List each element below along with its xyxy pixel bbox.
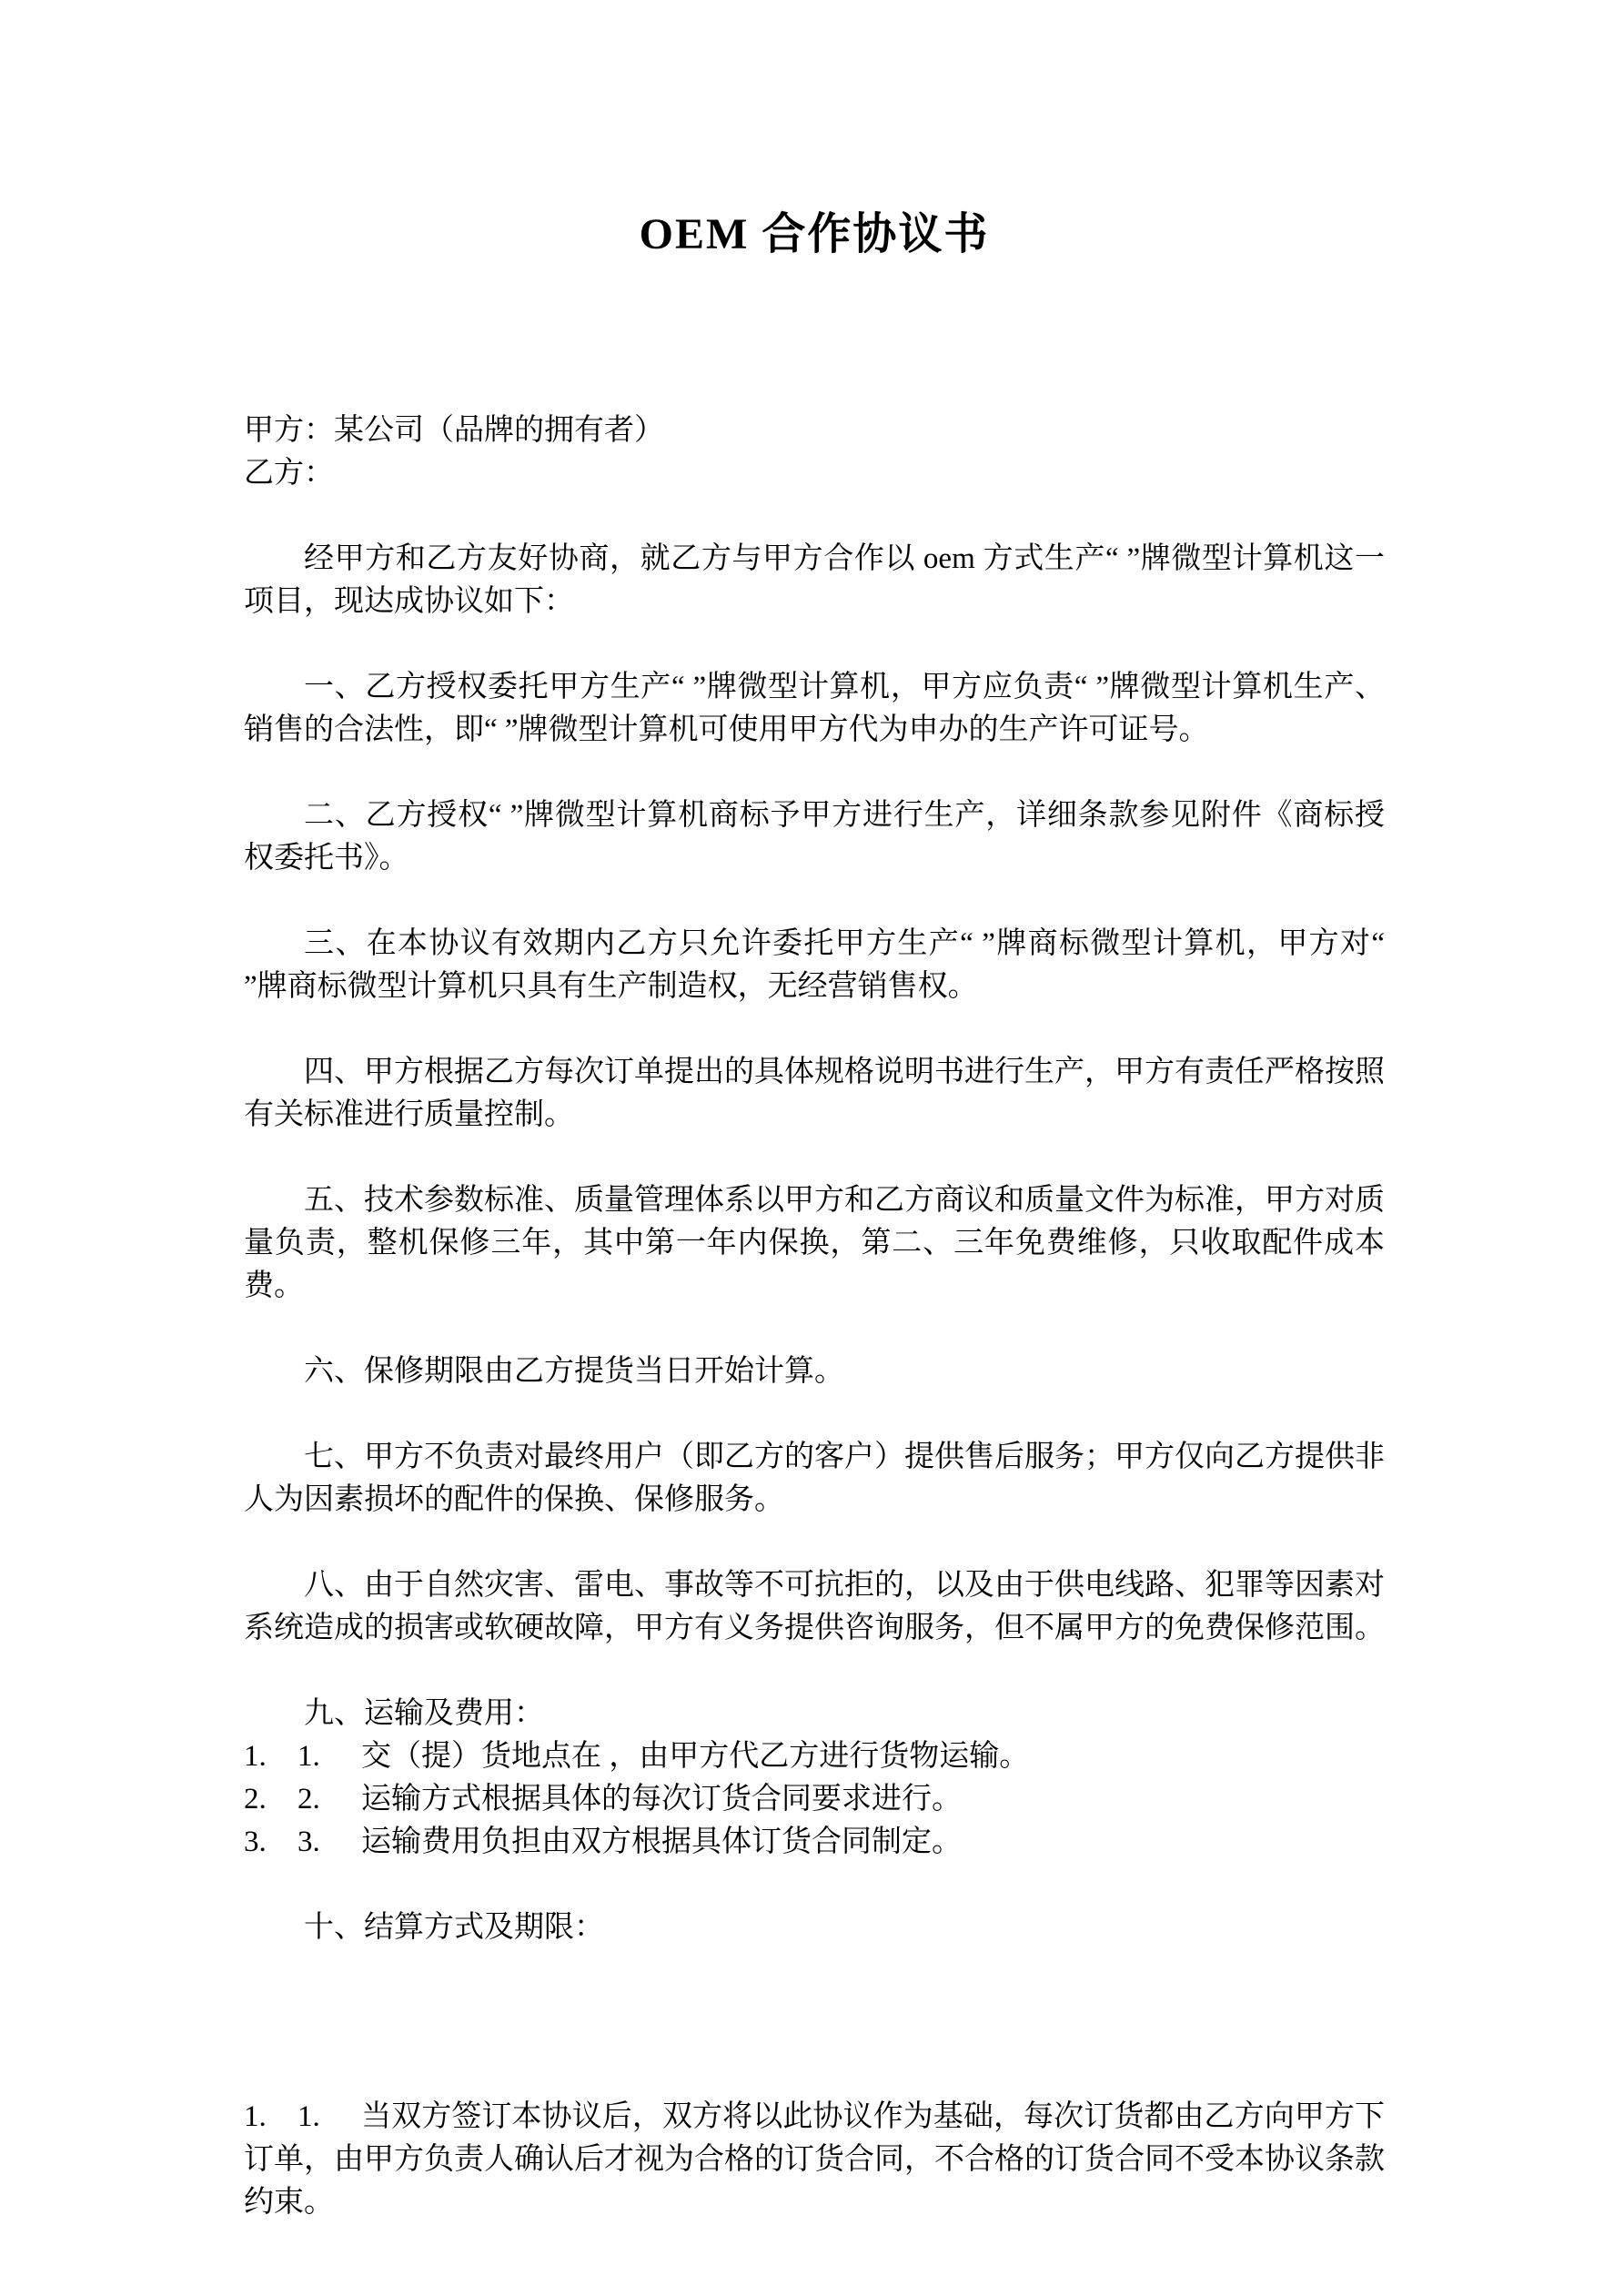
transport-list-item (244, 1735, 1385, 1778)
clause-4: 四、甲方根据乙方每次订单提出的具体规格说明书进行生产，甲方有责任严格按照有关标准进行质量控制。 (244, 1056, 1385, 1131)
clause-10-heading: 十、结算方式及期限： (304, 1911, 604, 1944)
intro-paragraph: 经甲方和乙方友好协商，就乙方与甲方合作以 oem 方式生产“ ”牌微型计算机这一项目，现达成协议如下： (244, 542, 1385, 618)
clause-8: 八、由于自然灾害、雷电、事故等不可抗拒的，以及由于供电线路、犯罪等因素对系统造成的损害或软硬故障，甲方有义务提供咨询服务，但不属甲方的免费保修范围。 (244, 1569, 1385, 1644)
list-number-inner: 1. (298, 2100, 320, 2133)
list-number-inner: 1. (298, 1740, 320, 1773)
transport-list-item (244, 1821, 1385, 1864)
clause-1: 一、乙方授权委托甲方生产“ ”牌微型计算机，甲方应负责“ ”牌微型计算机生产、销售的合法性，即“ ”牌微型计算机可使用甲方代为申办的生产许可证号。 (244, 671, 1385, 746)
clause-2: 二、乙方授权“ ”牌微型计算机商标予甲方进行生产，详细条款参见附件《商标授权委托书》。 (244, 799, 1385, 875)
clause-7: 七、甲方不负责对最终用户（即乙方的客户）提供售后服务；甲方仅向乙方提供非人为因素损坏的配件的保换、保修服务。 (244, 1441, 1385, 1516)
clause-5: 五、技术参数标准、质量管理体系以甲方和乙方商议和质量文件为标准，甲方对质量负责，整机保修三年，其中第一年内保换，第二、三年免费维修，只收取配件成本费。 (244, 1184, 1385, 1302)
list-number-outer: 1. (244, 1740, 267, 1773)
list-item-text: 运输费用负担由双方根据具体订货合同制定。 (361, 1826, 962, 1858)
list-number-outer: 3. (244, 1826, 267, 1858)
clause-3: 三、在本协议有效期内乙方只允许委托甲方生产“ ”牌商标微型计算机，甲方对“ ”牌商标微型计算机只具有生产制造权，无经营销售权。 (244, 927, 1385, 1003)
party-b-line: 乙方： (244, 457, 334, 490)
transport-list-item (244, 1778, 1385, 1821)
closing-text: 当双方签订本协议后，双方将以此协议作为基础，每次订货都由乙方向甲方下订单，由甲方负责人确认后才视为合格的订货合同，不合格的订货合同不受本协议条款约束。 (244, 2100, 1385, 2219)
closing-paragraph (244, 2096, 1385, 2224)
clause-9-heading: 九、运输及费用： (304, 1697, 544, 1730)
list-number-outer: 2. (244, 1783, 267, 1816)
party-a-line: 甲方：某公司（品牌的拥有者） (244, 414, 664, 447)
document-title: OEM 合作协议书 (639, 210, 990, 258)
list-number-inner: 2. (298, 1783, 320, 1816)
clause-6: 六、保修期限由乙方提货当日开始计算。 (304, 1355, 844, 1388)
list-item-text: 运输方式根据具体的每次订货合同要求进行。 (361, 1783, 962, 1816)
list-number-inner: 3. (298, 1826, 320, 1858)
list-number-outer: 1. (244, 2100, 267, 2133)
list-item-text: 交（提）货地点在 ，由甲方代乙方进行货物运输。 (361, 1740, 1030, 1773)
